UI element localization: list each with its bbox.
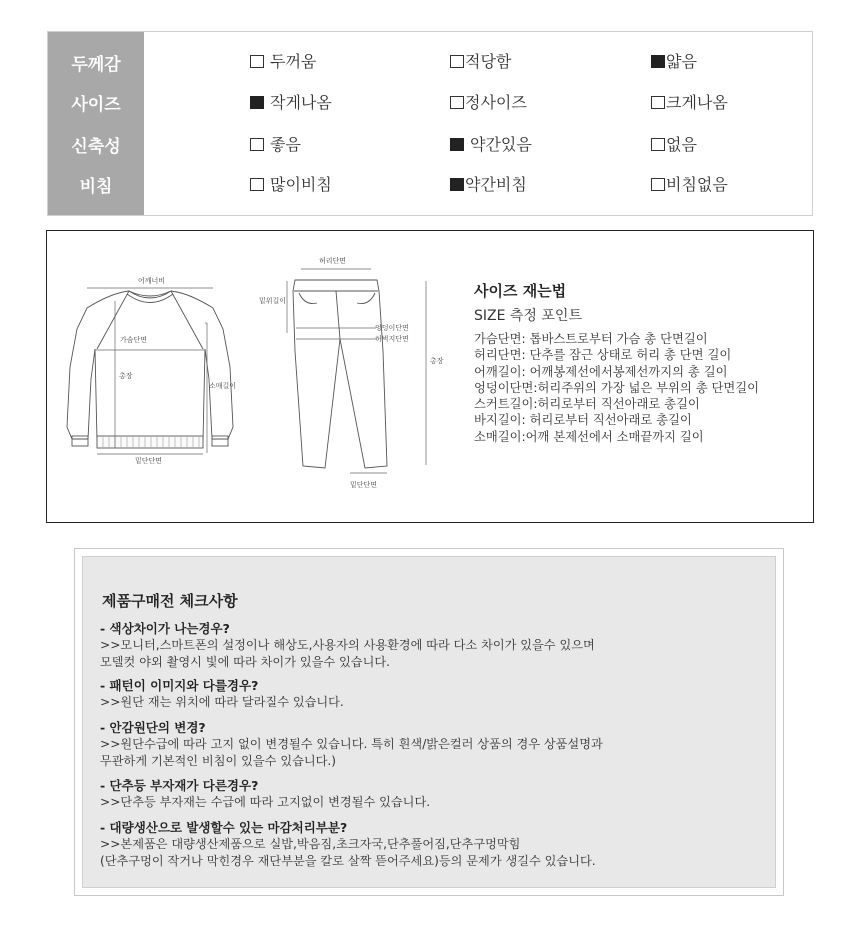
checked-box-icon[interactable]	[250, 96, 264, 109]
checked-box-icon[interactable]	[450, 178, 464, 191]
guide-line: 엉덩이단면:허리주위의 가장 넓은 부위의 총 단면길이	[474, 380, 760, 395]
pre-purchase-notice	[74, 548, 784, 896]
option-1-2[interactable]	[651, 93, 728, 113]
sleeve-length-label: 소매길이	[209, 382, 237, 390]
option-label: 비침없음	[666, 175, 728, 194]
option-3-1[interactable]	[450, 175, 527, 195]
checked-box-icon[interactable]	[651, 55, 665, 68]
option-label: 약간있음	[470, 135, 532, 154]
notice-line: >>모니터,스마트폰의 설정이나 해상도,사용자의 사용환경에 따라 다소 차이가 있을수 있으며	[100, 638, 595, 652]
pants-measure-lines	[287, 269, 426, 473]
pants-hem-label: 밑단단면	[350, 481, 378, 489]
pants-drawing	[293, 280, 387, 468]
option-label: 없음	[666, 135, 697, 154]
top-length-label: 총장	[119, 372, 133, 380]
option-label: 작게나옴	[270, 93, 332, 112]
notice-title: 제품구매전 체크사항	[102, 592, 238, 610]
option-label: 약간비침	[465, 175, 527, 194]
checkbox-icon[interactable]	[250, 178, 264, 191]
option-2-2[interactable]	[651, 135, 697, 155]
option-label: 크게나옴	[666, 93, 728, 112]
guide-line: 어깨길이: 어깨봉제선에서봉제선까지의 총 길이	[474, 364, 728, 379]
shoulder-width-label: 어깨너비	[138, 277, 166, 285]
option-3-0[interactable]	[250, 175, 332, 195]
notice-heading-finishing: - 대량생산으로 발생할수 있는 마감처리부분?	[100, 820, 348, 835]
label-thickness: 두께감	[71, 55, 121, 75]
checkbox-icon[interactable]	[250, 138, 264, 151]
notice-heading-pattern: - 패턴이 이미지와 다를경우?	[100, 678, 259, 693]
option-label: 정사이즈	[465, 93, 527, 112]
fabric-attribute-table	[47, 31, 813, 216]
sweatshirt-measure-lines	[87, 288, 213, 454]
notice-heading-lining: - 안감원단의 변경?	[100, 720, 206, 735]
row-stretch	[144, 135, 812, 155]
notice-heading-buttons: - 단추등 부자재가 다른경우?	[100, 778, 259, 793]
option-0-2[interactable]	[651, 52, 697, 72]
option-label: 많이비침	[270, 175, 332, 194]
checkbox-icon[interactable]	[651, 138, 665, 151]
guide-line: 바지길이: 허리로부터 직선아래로 총길이	[474, 413, 692, 428]
sweatshirt-drawing	[67, 291, 233, 448]
option-0-1[interactable]	[450, 52, 511, 72]
pants-length-label: 총장	[430, 357, 444, 365]
rise-length-label: 밑위길이	[259, 297, 287, 305]
notice-line: >>단추등 부자재는 수급에 따라 고지없이 변경될수 있습니다.	[100, 795, 431, 809]
notice-line: 모델컷 야외 촬영시 빛에 따라 차이가 있을수 있습니다.	[100, 655, 391, 669]
thigh-width-label: 허벅지단면	[375, 335, 409, 343]
guide-line: 가슴단면: 톱바스트로부터 가슴 총 단면길이	[474, 332, 708, 346]
option-2-1[interactable]	[450, 135, 532, 155]
guide-subtitle: SIZE 측정 포인트	[474, 308, 582, 324]
guide-line: 허리단면: 단추를 잠근 상태로 허리 총 단면 길이	[474, 348, 732, 363]
chest-width-label: 가슴단면	[120, 336, 148, 344]
row-size	[144, 93, 812, 113]
checkbox-icon[interactable]	[450, 96, 464, 109]
option-1-0[interactable]	[250, 93, 332, 113]
label-stretch: 신축성	[71, 137, 121, 157]
row-thickness	[144, 52, 812, 72]
checkbox-icon[interactable]	[651, 96, 665, 109]
notice-heading-color: - 색상차이가 나는경우?	[100, 621, 230, 636]
size-measurement-guide	[46, 230, 814, 523]
attribute-label-column	[48, 32, 144, 215]
notice-line: >>원단 재는 위치에 따라 달라질수 있습니다.	[100, 695, 344, 709]
hip-width-label: 엉덩이단면	[375, 324, 409, 332]
notice-line: >>본제품은 대량생산제품으로 실밥,박음짐,초크자국,단추풀어짐,단추구멍막힘	[100, 837, 521, 851]
notice-line: (단추구멍이 작거나 막힌경우 재단부분을 칼로 살짝 뜯어주세요)등의 문제가 생길수 있습니다.	[100, 854, 596, 868]
guide-line: 소매길이:어깨 본제선에서 소매끝까지 길이	[474, 429, 704, 444]
option-label: 두꺼움	[270, 52, 317, 71]
top-hem-label: 밑단단면	[135, 457, 163, 465]
option-2-0[interactable]	[250, 135, 301, 155]
option-label: 얇음	[666, 52, 697, 71]
checked-box-icon[interactable]	[450, 138, 464, 151]
option-1-1[interactable]	[450, 93, 527, 113]
guide-line: 스커트길이:허리로부터 직선아래로 총길이	[474, 397, 700, 412]
guide-title: 사이즈 재는법	[474, 282, 567, 300]
notice-line: 무관하게 기본적인 비침이 있을수 있습니다.)	[100, 754, 337, 768]
measurement-instructions	[474, 281, 814, 445]
checkbox-icon[interactable]	[250, 55, 264, 68]
notice-line: >>원단수급에 따라 고지 없이 변경될수 있습니다. 특히 흰색/밝은컬러 상품의 경우 상품설명과	[100, 737, 603, 751]
checkbox-icon[interactable]	[450, 55, 464, 68]
checkbox-icon[interactable]	[651, 178, 665, 191]
row-sheerness	[144, 175, 812, 195]
label-size: 사이즈	[71, 95, 121, 115]
option-label: 좋음	[270, 135, 301, 154]
waist-width-label: 허리단면	[319, 257, 347, 265]
option-0-0[interactable]	[250, 52, 316, 72]
option-3-2[interactable]	[651, 175, 728, 195]
option-label: 적당함	[465, 52, 512, 71]
notice-panel	[82, 556, 776, 888]
label-sheerness: 비침	[79, 177, 113, 197]
